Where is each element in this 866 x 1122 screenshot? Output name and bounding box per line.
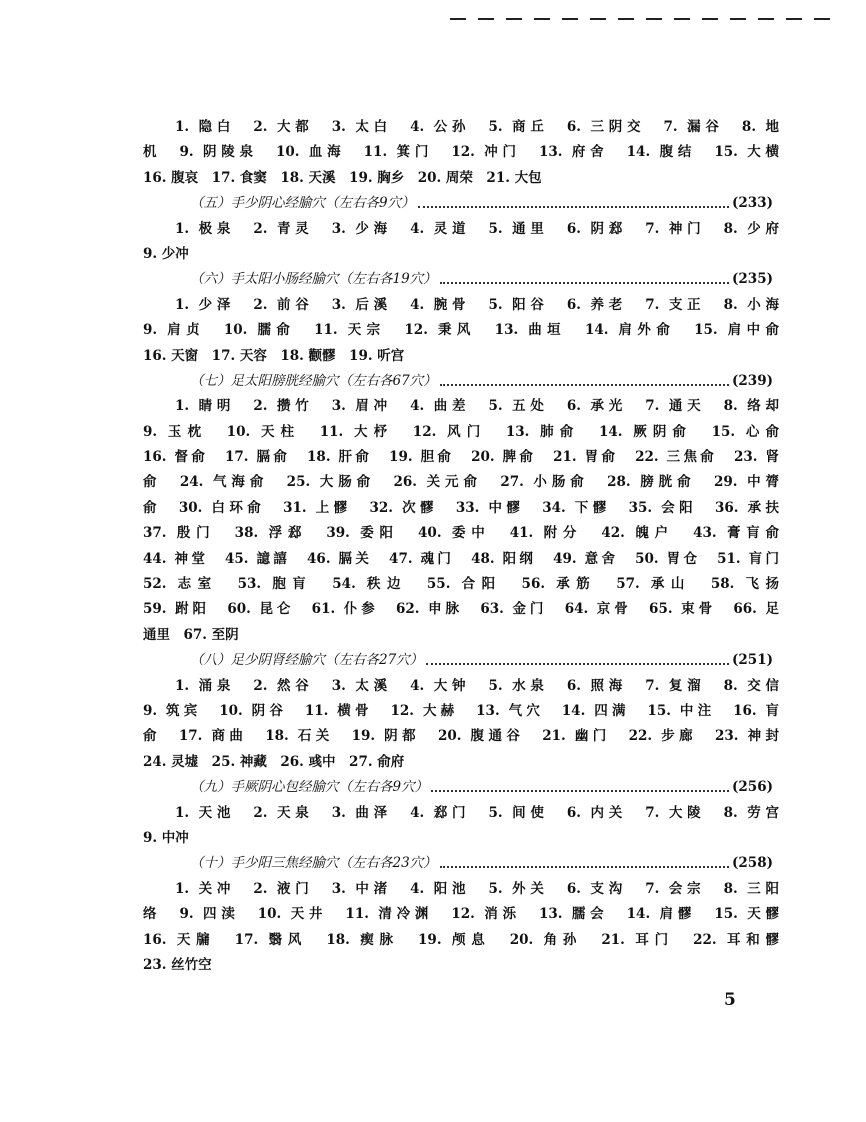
meridian-section (143, 267, 779, 369)
acupoint-list-line: 络 9. 四渎 10. 天井 11. 清冷渊 12. 消泺 13. 臑会 14. 肩髎 15. 天髎 (143, 906, 779, 923)
acupoint-list-line: 1. 极泉 2. 青灵 3. 少海 4. 灵道 5. 通里 6. 阴郄 7. 神门 8. 少府 (175, 220, 779, 237)
meridian-section (143, 851, 779, 978)
section-page-ref: (251) (732, 652, 773, 669)
acupoint-list-line: 通里 67. 至阴 (143, 626, 239, 643)
acupoint-list-line: 44. 神堂 45. 譩譆 46. 膈关 47. 魂门 48. 阳纲 49. 意舍 50. 胃仓 51. 肓门 (143, 550, 779, 567)
section-title: （九）手厥阴心包经腧穴（左右各9穴） (190, 779, 429, 796)
section-page-ref: (233) (732, 195, 773, 212)
acupoint-list-line: 俞 17. 商曲 18. 石关 19. 阴都 20. 腹通谷 21. 幽门 22. 步廊 23. 神封 (143, 728, 779, 745)
acupoint-list-line: 9. 少冲 (143, 245, 189, 262)
acupoint-list-line: 23. 丝竹空 (143, 956, 212, 973)
meridian-section (143, 775, 779, 851)
section-heading (143, 775, 779, 800)
acupoint-list-line: 9. 中冲 (143, 829, 189, 846)
acupoint-list-line: 1. 少泽 2. 前谷 3. 后溪 4. 腕骨 5. 阳谷 6. 养老 7. 支正 8. 小海 (175, 296, 779, 313)
acupoint-list-line: 16. 督俞 17. 膈俞 18. 肝俞 19. 胆俞 20. 脾俞 21. 胃俞 22. 三焦俞 23. 肾 (143, 449, 779, 466)
dot-leader (440, 282, 729, 284)
acupoint-list-line: 24. 灵墟 25. 神藏 26. 彧中 27. 俞府 (143, 753, 405, 770)
acupoint-list-line: 1. 睛明 2. 攒竹 3. 眉冲 4. 曲差 5. 五处 6. 承光 7. 通天 8. 络却 (175, 398, 779, 415)
section-title: （十）手少阳三焦经腧穴（左右各23穴） (190, 855, 437, 872)
acupoint-list-line: 俞 30. 白环俞 31. 上髎 32. 次髎 33. 中髎 34. 下髎 35. 会阳 36. 承扶 (143, 499, 779, 516)
dot-leader (418, 206, 729, 208)
section-heading (143, 369, 779, 394)
acupoint-list-line: 俞 24. 气海俞 25. 大肠俞 26. 关元俞 27. 小肠俞 28. 膀胱俞 29. 中膂 (143, 474, 779, 491)
acupoint-list-line: 1. 隐白 2. 大都 3. 太白 4. 公孙 5. 商丘 6. 三阴交 7. 漏谷 8. 地 (175, 119, 779, 135)
acupoint-list-line: 9. 玉枕 10. 天柱 11. 大杼 12. 风门 13. 肺俞 14. 厥阴俞 15. 心俞 (143, 423, 779, 440)
acupoint-index (143, 115, 779, 978)
meridian-section (143, 191, 779, 267)
acupoint-list-line: 9. 肩贞 10. 臑俞 11. 天宗 12. 秉风 13. 曲垣 14. 肩外俞 15. 肩中俞 (143, 322, 779, 339)
acupoint-list-line: 37. 殷门 38. 浮郄 39. 委阳 40. 委中 41. 附分 42. 魄户 43. 膏肓俞 (143, 525, 779, 542)
acupoint-list-line: 1. 涌泉 2. 然谷 3. 太溪 4. 大钟 5. 水泉 6. 照海 7. 复溜 8. 交信 (175, 677, 779, 694)
dot-leader (426, 663, 729, 665)
section-title: （六）手太阳小肠经腧穴（左右各19穴） (190, 271, 437, 288)
meridian-section (143, 369, 779, 648)
acupoint-list-line: 1. 关冲 2. 液门 3. 中渚 4. 阳池 5. 外关 6. 支沟 7. 会宗 8. 三阳 (175, 880, 779, 897)
section-title: （五）手少阴心经腧穴（左右各9穴） (190, 195, 415, 212)
acupoint-list-line: 52. 志室 53. 胞肓 54. 秩边 55. 合阳 56. 承筋 57. 承山 58. 飞扬 (143, 576, 779, 593)
section-page-ref: (239) (732, 372, 773, 389)
acupoint-list-line: 16. 天窗 17. 天容 18. 颧髎 19. 听宫 (143, 347, 405, 364)
section-heading (143, 648, 779, 673)
meridian-section (143, 115, 779, 191)
section-page-ref: (256) (732, 779, 773, 796)
acupoint-list-line: 1. 天池 2. 天泉 3. 曲泽 4. 郄门 5. 间使 6. 内关 7. 大陵 8. 劳宫 (175, 804, 779, 821)
section-page-ref: (258) (732, 855, 773, 872)
acupoint-list-line: 16. 腹哀 17. 食窦 18. 天溪 19. 胸乡 20. 周荣 21. 大包 (143, 169, 542, 186)
acupoint-list-line: 机 9. 阴陵泉 10. 血海 11. 箕门 12. 冲门 13. 府舍 14. 腹结 15. 大横 (143, 144, 779, 161)
section-heading (143, 191, 779, 216)
page-number: 5 (724, 990, 736, 1010)
dot-leader (440, 866, 729, 868)
section-title: （七）足太阳膀胱经腧穴（左右各67穴） (190, 372, 437, 389)
acupoint-list-line: 59. 跗阳 60. 昆仑 61. 仆参 62. 申脉 63. 金门 64. 京骨 65. 束骨 66. 足 (143, 601, 779, 618)
section-page-ref: (235) (732, 271, 773, 288)
acupoint-list-line: 16. 天牖 17. 翳风 18. 瘈脉 19. 颅息 20. 角孙 21. 耳门 22. 耳和髎 (143, 931, 779, 948)
section-heading (143, 267, 779, 292)
dot-leader (431, 790, 729, 792)
acupoint-list-line: 9. 筑宾 10. 阴谷 11. 横骨 12. 大赫 13. 气穴 14. 四满 15. 中注 16. 肓 (143, 702, 779, 719)
section-heading (143, 851, 779, 876)
meridian-section (143, 648, 779, 775)
section-title: （八）足少阴肾经腧穴（左右各27穴） (190, 652, 424, 669)
dot-leader (440, 384, 729, 386)
header-rule-dashes (450, 18, 838, 20)
